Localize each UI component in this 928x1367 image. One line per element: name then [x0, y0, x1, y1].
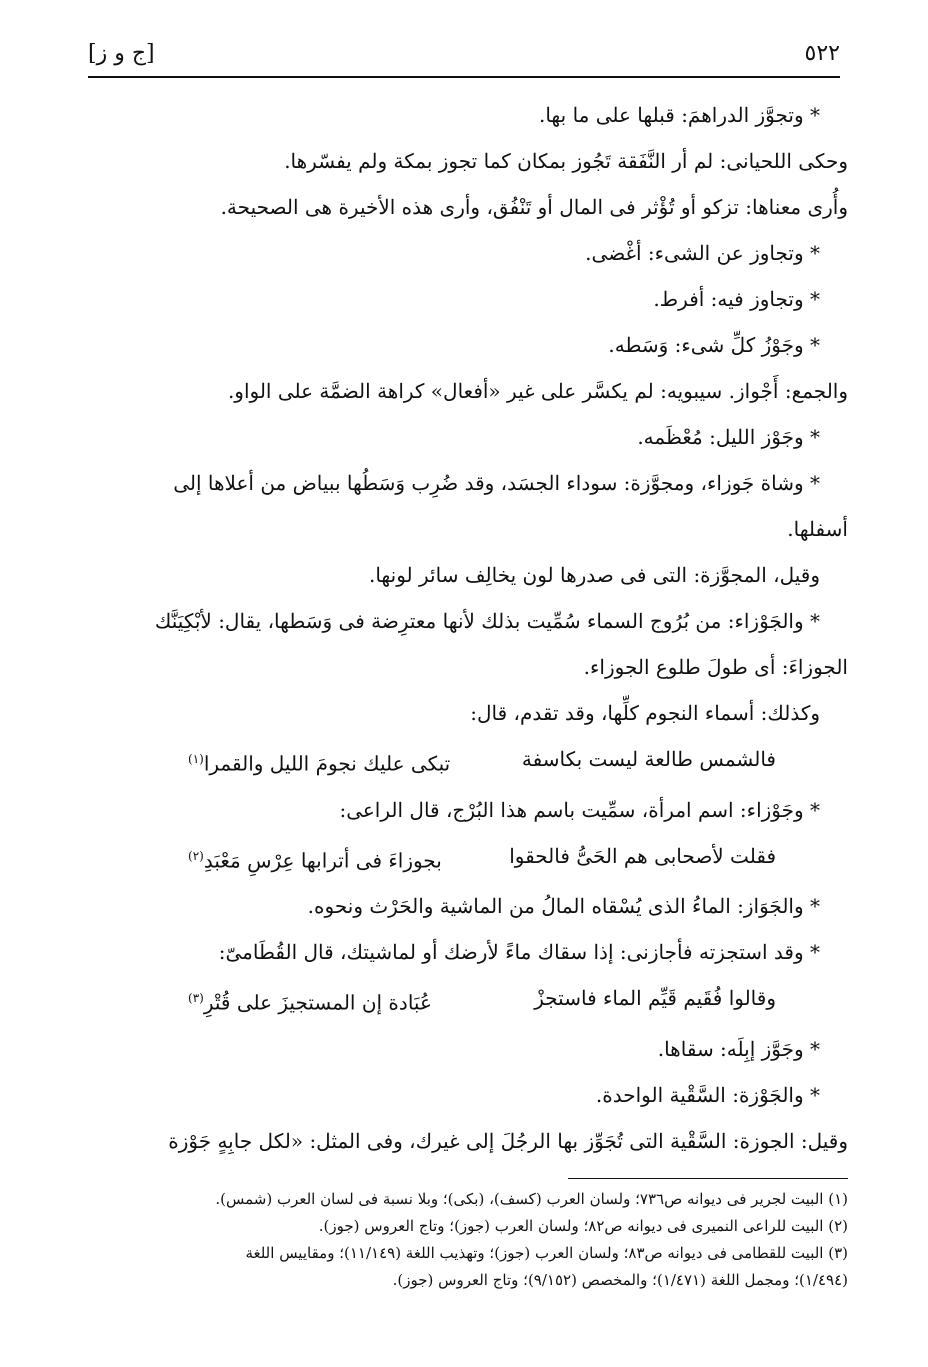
entry-line: وقيل، المجوَّزة: التى فى صدرها لون يخالِف سائر لونها. — [368, 563, 820, 587]
entry-line: * والجَوَاز: الماءُ الذى يُسْقاه المالُ من الماشية والحَرْث ونحوه. — [307, 894, 820, 919]
page-number: ٥٢٢ — [804, 41, 840, 66]
verse-text: عُبَادة إن المستجيزَ على قُتْرِ — [203, 990, 432, 1015]
verse-text: بجوزاءَ فى أترابها عِرْسِ مَعْبَدِ — [203, 848, 442, 873]
footnote-marker: (٣) — [188, 991, 204, 1006]
verse-first-hemistich: وقالوا فُقَيم قَيِّم الماء فاستجزْ — [534, 986, 776, 1011]
root-heading: [ج و ز] — [88, 41, 155, 66]
entry-body — [88, 92, 848, 1164]
entry-line: * وجَوْزُ كلِّ شىء: وَسَطه. — [608, 333, 820, 357]
footnote-marker: (٢) — [188, 848, 204, 863]
footnotes-rule — [568, 1178, 848, 1179]
entry-line: * والجَوْزة: السَّقْية الواحدة. — [595, 1082, 820, 1107]
entry-line: * وتجوَّز الدراهمَ: قبلها على ما بها. — [538, 103, 820, 127]
verse-second-hemistich — [188, 736, 450, 787]
entry-line: أسفلها. — [787, 517, 848, 541]
footnote-marker: (١) — [188, 752, 204, 766]
footnote: (٣) البيت للقطامى فى ديوانه ص٨٣؛ ولسان العرب (جوز)؛ وتهذيب اللغة (١١/١٤٩)؛ ومقاييس اللغة — [245, 1244, 848, 1262]
entry-line: * وجَوْز الليل: مُعْظَمه. — [637, 425, 820, 449]
footnotes — [88, 1186, 848, 1294]
verse-second-hemistich — [188, 975, 432, 1026]
header-rule — [88, 76, 840, 78]
footnote: (٢) البيت للراعى النميرى فى ديوانه ص٨٢؛ ولسان العرب (جوز)؛ وتاج العروس (جوز). — [318, 1217, 848, 1235]
verse-first-hemistich: فقلت لأصحابى هم الحَىُّ فالحقوا — [509, 843, 776, 868]
entry-line: * وقد استجزته فأجازنى: إذا سقاك ماءً لأرضك أو لماشيتك، قال القُطَامىّ: — [218, 940, 820, 965]
footnote: (١) البيت لجرير فى ديوانه ص٧٣٦؛ ولسان العرب (كسف)، (بكى)؛ وبلا نسبة فى لسان العرب (شمس). — [215, 1190, 848, 1208]
entry-line: * وتجاوز فيه: أفرط. — [653, 287, 820, 311]
page-header — [88, 26, 840, 66]
entry-line: وكذلك: أسماء النجوم كلِّها، وقد تقدم، قال: — [470, 701, 820, 725]
poem-verse — [88, 833, 848, 884]
poem-verse — [88, 736, 848, 787]
entry-line: وقيل: الجوزة: السَّقْية التى تُجَوِّز بها الرجُلَ إلى غيرك، وفى المثل: «لكل جابِهٍ جَوْزة — [168, 1128, 848, 1153]
entry-line: * وشاة جَوزاء، ومجوَّزة: سوداء الجسَد، وقد ضُرِب وَسَطُها ببياض من أعلاها إلى — [173, 471, 820, 495]
entry-line: وأُرى معناها: تزكو أو تُؤْثر فى المال أو تَنْفُق، وأرى هذه الأخيرة هى الصحيحة. — [220, 195, 848, 219]
entry-line: وحكى اللحيانى: لم أر النَّفَقة تَجُوز بمكان كما تجوز بمكة ولم يفسّرها. — [284, 149, 848, 173]
entry-line: * وجَوْزاء: اسم امرأة، سمِّيت باسم هذا البُرْج، قال الراعى: — [339, 797, 820, 822]
footnote: (١/٤٩٤)؛ ومجمل اللغة (١/٤٧١)؛ والمخصص (٩/١٥٢)؛ وتاج العروس (جوز). — [392, 1271, 848, 1289]
entry-line: الجوزاءَ: أى طولَ طلوع الجوزاء. — [583, 655, 848, 679]
entry-line: * وتجاوز عن الشىء: أغْضى. — [585, 241, 820, 265]
verse-second-hemistich — [188, 833, 442, 884]
entry-line: * والجَوْزاء: من بُرُوج السماء سُمِّيت بذلك لأنها معترِضة فى وَسَطها، يقال: لأبْكِيَنَّك — [154, 609, 820, 633]
verse-text: تبكى عليك نجومَ الليل والقمرا — [203, 751, 451, 776]
verse-first-hemistich: فالشمس طالعة ليست بكاسفة — [521, 747, 776, 771]
entry-line: والجمع: أَجْواز. سيبويه: لم يكسَّر على غير «أفعال» كراهة الضمَّة على الواو. — [227, 379, 848, 403]
poem-verse — [88, 975, 848, 1026]
entry-line: * وجَوَّز إبِلَه: سقاها. — [657, 1036, 820, 1061]
